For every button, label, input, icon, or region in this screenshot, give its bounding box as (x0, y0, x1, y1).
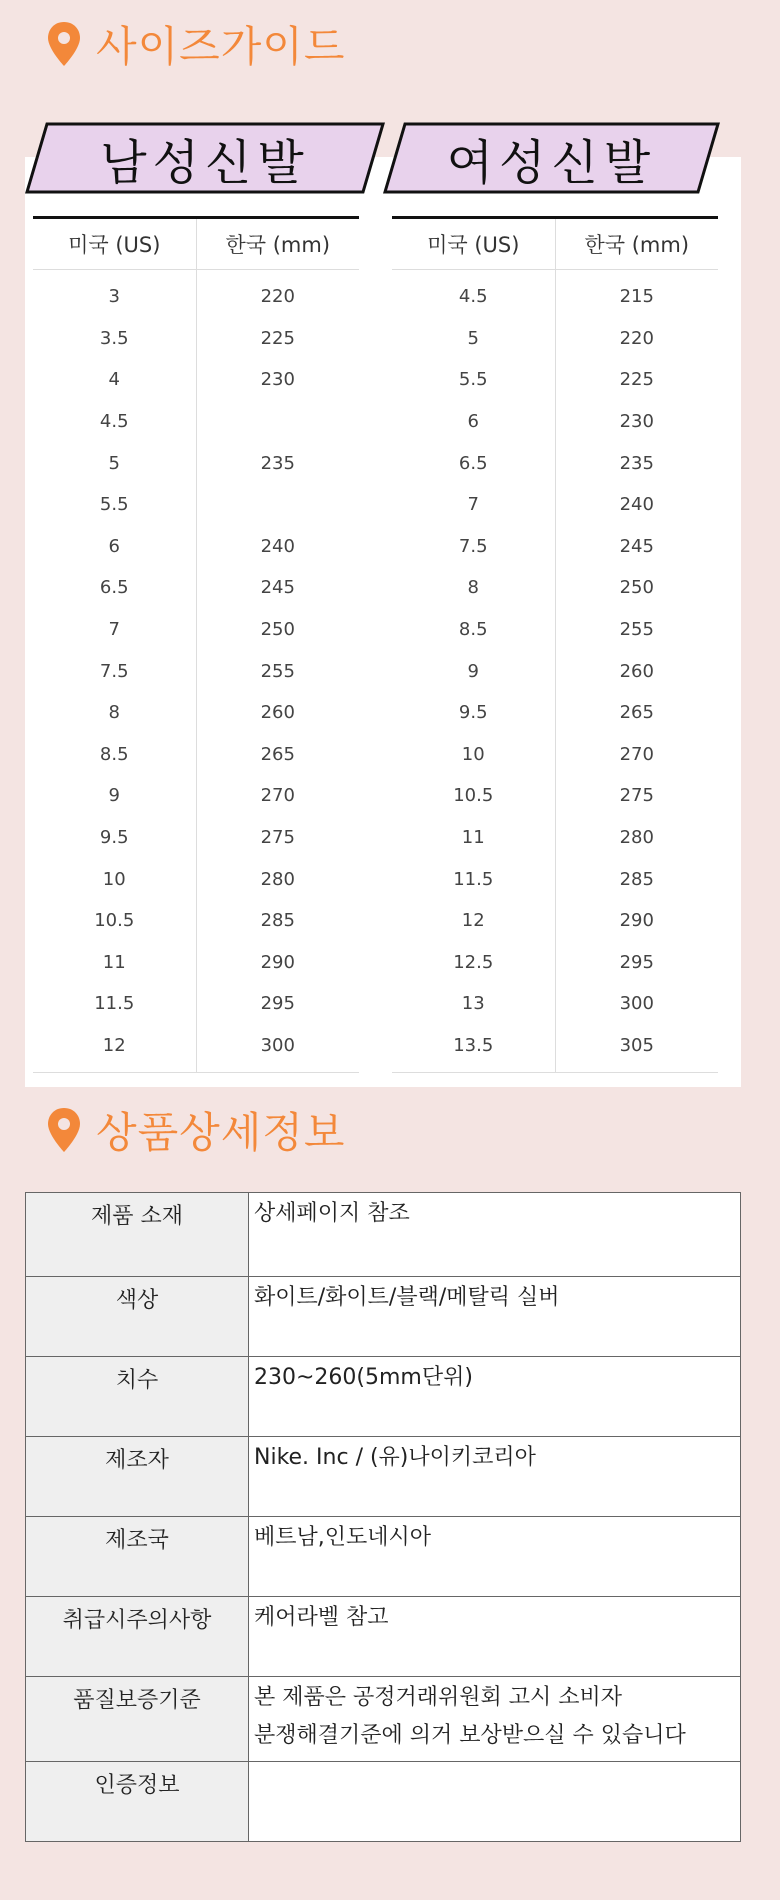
detail-label: 인증정보 (26, 1762, 249, 1842)
us-size-cell: 5 (33, 442, 196, 484)
size-guide-title: 사이즈가이드 (96, 22, 346, 71)
kr-size-cell: 220 (260, 286, 295, 308)
kr-size-cell: 285 (260, 910, 295, 932)
size-row (33, 609, 359, 651)
size-row (33, 567, 359, 609)
us-size-cell: 11 (392, 817, 555, 859)
men-size-table (33, 216, 359, 1073)
us-size-cell: 4.5 (392, 270, 555, 318)
us-size-cell: 9 (33, 775, 196, 817)
size-row (33, 359, 359, 401)
us-size-cell: 12.5 (392, 942, 555, 984)
detail-label: 제품 소재 (26, 1193, 249, 1277)
kr-size-cell: 220 (619, 327, 654, 349)
size-row (392, 692, 718, 734)
us-size-cell: 8 (33, 692, 196, 734)
column-header-us: 미국 (US) (33, 218, 196, 270)
size-row (33, 858, 359, 900)
detail-label: 제조자 (26, 1437, 249, 1517)
us-size-cell: 13.5 (392, 1025, 555, 1073)
size-row (392, 484, 718, 526)
detail-value: 베트남,인도네시아 (249, 1517, 741, 1597)
us-size-cell: 8.5 (392, 609, 555, 651)
size-row (392, 775, 718, 817)
detail-label: 취급시주의사항 (26, 1597, 249, 1677)
kr-size-cell: 280 (619, 827, 654, 849)
kr-size-cell (196, 484, 359, 526)
detail-row-manufacturer (26, 1437, 741, 1517)
us-size-cell: 12 (392, 900, 555, 942)
us-size-cell: 13 (392, 983, 555, 1025)
warranty-line-1: 본 제품은 공정거래위원회 고시 소비자 (254, 1685, 623, 1710)
size-row (392, 442, 718, 484)
product-detail-heading (46, 1100, 345, 1160)
kr-size-cell: 300 (619, 993, 654, 1015)
kr-size-cell: 275 (260, 827, 295, 849)
us-size-cell: 6 (33, 526, 196, 568)
us-size-cell: 10 (33, 858, 196, 900)
kr-size-cell: 230 (260, 369, 295, 391)
women-shoes-banner-label: 여성신발 (446, 134, 657, 191)
us-size-cell: 10 (392, 734, 555, 776)
kr-size-cell (196, 401, 359, 443)
kr-size-cell: 295 (619, 951, 654, 973)
size-row (33, 650, 359, 692)
us-size-cell: 9.5 (392, 692, 555, 734)
detail-value: 케어라벨 참고 (249, 1597, 741, 1677)
size-row (392, 318, 718, 360)
us-size-cell: 3 (33, 270, 196, 318)
kr-size-cell: 305 (555, 1025, 718, 1073)
size-row (392, 270, 718, 318)
kr-size-cell: 300 (196, 1025, 359, 1073)
product-detail-title: 상품상세정보 (96, 1108, 346, 1157)
us-size-cell: 7.5 (33, 650, 196, 692)
detail-row-size (26, 1357, 741, 1437)
us-size-cell: 6.5 (33, 567, 196, 609)
men-shoes-banner (25, 122, 385, 194)
size-row (33, 775, 359, 817)
size-row (392, 567, 718, 609)
size-row (392, 734, 718, 776)
size-row (33, 942, 359, 984)
size-row (392, 942, 718, 984)
column-header-kr: 한국 (mm) (555, 218, 718, 270)
kr-size-cell: 250 (260, 619, 295, 641)
size-row (392, 359, 718, 401)
detail-row-certification (26, 1762, 741, 1842)
kr-size-cell: 265 (260, 743, 295, 765)
size-row (392, 817, 718, 859)
size-row (33, 817, 359, 859)
detail-label: 색상 (26, 1277, 249, 1357)
us-size-cell: 11.5 (33, 983, 196, 1025)
kr-size-cell: 245 (619, 535, 654, 557)
size-row (392, 858, 718, 900)
size-row (33, 692, 359, 734)
size-row (33, 1025, 359, 1073)
size-row (33, 401, 359, 443)
detail-label: 품질보증기준 (26, 1677, 249, 1762)
size-row (33, 270, 359, 318)
size-row (33, 318, 359, 360)
kr-size-cell: 290 (619, 910, 654, 932)
us-size-cell: 7 (392, 484, 555, 526)
table-header-row (392, 218, 718, 270)
size-row (33, 526, 359, 568)
size-row (392, 1025, 718, 1073)
kr-size-cell: 295 (260, 993, 295, 1015)
detail-row-care (26, 1597, 741, 1677)
women-shoes-banner (383, 122, 720, 194)
us-size-cell: 5.5 (33, 484, 196, 526)
size-row (392, 526, 718, 568)
us-size-cell: 12 (33, 1025, 196, 1073)
location-pin-icon (46, 1106, 82, 1154)
kr-size-cell: 245 (260, 577, 295, 599)
size-row (33, 734, 359, 776)
size-row (392, 650, 718, 692)
kr-size-cell: 290 (260, 951, 295, 973)
us-size-cell: 5.5 (392, 359, 555, 401)
men-shoes-banner-label: 남성신발 (100, 134, 310, 191)
kr-size-cell: 275 (619, 785, 654, 807)
us-size-cell: 4 (33, 359, 196, 401)
kr-size-cell: 240 (619, 494, 654, 516)
size-row (392, 900, 718, 942)
kr-size-cell: 285 (619, 868, 654, 890)
kr-size-cell: 270 (260, 785, 295, 807)
us-size-cell: 10.5 (392, 775, 555, 817)
detail-label: 제조국 (26, 1517, 249, 1597)
women-size-table (392, 216, 718, 1073)
us-size-cell: 3.5 (33, 318, 196, 360)
kr-size-cell: 270 (619, 743, 654, 765)
kr-size-cell: 260 (619, 660, 654, 682)
us-size-cell: 10.5 (33, 900, 196, 942)
us-size-cell: 9 (392, 650, 555, 692)
detail-row-material (26, 1193, 741, 1277)
kr-size-cell: 250 (619, 577, 654, 599)
size-row (392, 983, 718, 1025)
kr-size-cell: 265 (619, 702, 654, 724)
detail-value: 상세페이지 참조 (249, 1193, 741, 1277)
detail-value: Nike. Inc / (유)나이키코리아 (249, 1437, 741, 1517)
size-row (33, 484, 359, 526)
detail-value (249, 1762, 741, 1842)
kr-size-cell: 280 (260, 868, 295, 890)
column-header-kr: 한국 (mm) (196, 218, 359, 270)
column-header-us: 미국 (US) (392, 218, 555, 270)
detail-label: 치수 (26, 1357, 249, 1437)
us-size-cell: 9.5 (33, 817, 196, 859)
location-pin-icon (46, 20, 82, 68)
size-row (392, 609, 718, 651)
size-row (392, 401, 718, 443)
warranty-line-2: 분쟁해결기준에 의거 보상받으실 수 있습니다 (254, 1723, 686, 1748)
detail-value: 화이트/화이트/블랙/메탈릭 실버 (249, 1277, 741, 1357)
detail-row-country (26, 1517, 741, 1597)
kr-size-cell: 225 (260, 327, 295, 349)
us-size-cell: 6 (392, 401, 555, 443)
detail-row-warranty (26, 1677, 741, 1762)
us-size-cell: 11.5 (392, 858, 555, 900)
detail-value: 230~260(5mm단위) (249, 1357, 741, 1437)
product-detail-table (25, 1192, 741, 1842)
us-size-cell: 7 (33, 609, 196, 651)
kr-size-cell: 235 (260, 452, 295, 474)
detail-row-color (26, 1277, 741, 1357)
size-row (33, 900, 359, 942)
detail-value (249, 1677, 741, 1762)
size-guide-heading (46, 14, 345, 74)
kr-size-cell: 230 (619, 411, 654, 433)
size-row (33, 442, 359, 484)
us-size-cell: 5 (392, 318, 555, 360)
kr-size-cell: 260 (260, 702, 295, 724)
kr-size-cell: 255 (260, 660, 295, 682)
kr-size-cell: 235 (619, 452, 654, 474)
us-size-cell: 7.5 (392, 526, 555, 568)
us-size-cell: 11 (33, 942, 196, 984)
kr-size-cell: 240 (260, 535, 295, 557)
us-size-cell: 6.5 (392, 442, 555, 484)
size-row (33, 983, 359, 1025)
kr-size-cell: 255 (619, 619, 654, 641)
us-size-cell: 4.5 (33, 401, 196, 443)
kr-size-cell: 225 (619, 369, 654, 391)
us-size-cell: 8 (392, 567, 555, 609)
table-header-row (33, 218, 359, 270)
us-size-cell: 8.5 (33, 734, 196, 776)
kr-size-cell: 215 (619, 286, 654, 308)
